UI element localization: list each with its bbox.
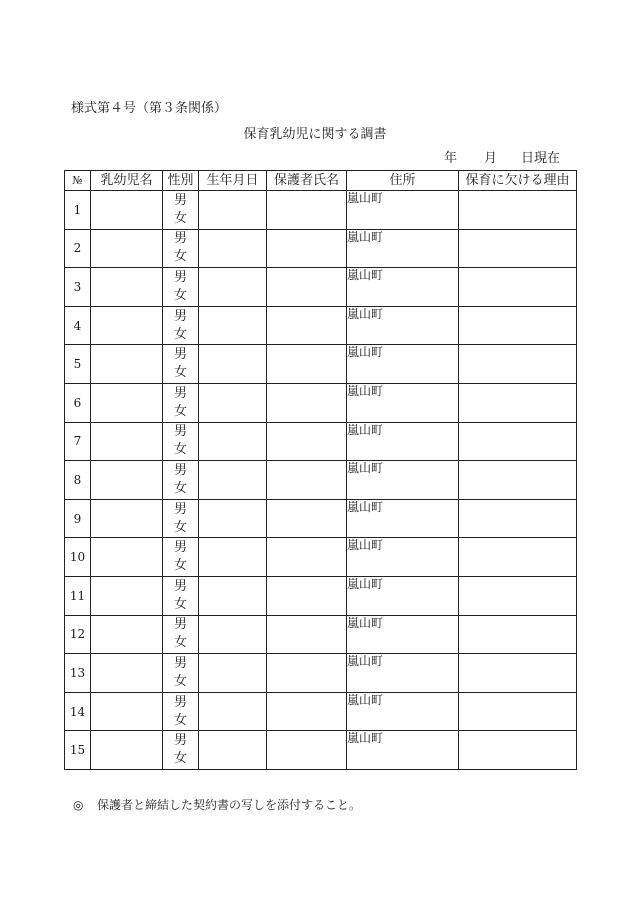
reason-field[interactable] — [459, 229, 577, 268]
child-name-field[interactable] — [91, 306, 163, 345]
birth-date-field[interactable] — [199, 306, 267, 345]
birth-date-field[interactable] — [199, 461, 267, 500]
gender-cell[interactable] — [163, 615, 199, 654]
gender-male-option[interactable]: 男 — [173, 347, 187, 363]
gender-cell[interactable] — [163, 306, 199, 345]
gender-female-option[interactable]: 女 — [173, 519, 187, 535]
header-gender: 性別 — [163, 171, 199, 191]
reason-field[interactable] — [459, 461, 577, 500]
guardian-name-field[interactable] — [267, 191, 347, 230]
form-number: 様式第４号（第３条関係） — [71, 101, 228, 116]
child-name-field[interactable] — [91, 229, 163, 268]
gender-cell[interactable] — [163, 461, 199, 500]
guardian-name-field[interactable] — [267, 229, 347, 268]
date-year-label: 年 — [444, 151, 458, 166]
address-field[interactable]: 嵐山町 — [347, 229, 459, 268]
child-name-field[interactable] — [91, 538, 163, 577]
table-row — [65, 345, 577, 384]
table-row — [65, 268, 577, 307]
child-name-field[interactable] — [91, 692, 163, 731]
address-field[interactable]: 嵐山町 — [347, 654, 459, 693]
reason-field[interactable] — [459, 383, 577, 422]
address-field[interactable]: 嵐山町 — [347, 268, 459, 307]
reason-field[interactable] — [459, 306, 577, 345]
table-row — [65, 422, 577, 461]
table-row — [65, 692, 577, 731]
table-row — [65, 461, 577, 500]
guardian-name-field[interactable] — [267, 345, 347, 384]
address-field[interactable]: 嵐山町 — [347, 306, 459, 345]
guardian-name-field[interactable] — [267, 615, 347, 654]
gender-female-option[interactable]: 女 — [173, 558, 187, 574]
child-name-field[interactable] — [91, 268, 163, 307]
birth-date-field[interactable] — [199, 654, 267, 693]
birth-date-field[interactable] — [199, 268, 267, 307]
double-circle-icon: ◎ — [73, 798, 84, 812]
gender-male-option[interactable]: 男 — [173, 501, 187, 517]
row-number: 13 — [65, 654, 91, 693]
row-number: 14 — [65, 692, 91, 731]
table-row — [65, 499, 577, 538]
table-row — [65, 306, 577, 345]
birth-date-field[interactable] — [199, 731, 267, 770]
guardian-name-field[interactable] — [267, 268, 347, 307]
reason-field[interactable] — [459, 345, 577, 384]
header-child-name: 乳幼児名 — [91, 171, 163, 191]
reason-field[interactable] — [459, 731, 577, 770]
row-number: 10 — [65, 538, 91, 577]
address-field[interactable]: 嵐山町 — [347, 692, 459, 731]
table-row — [65, 383, 577, 422]
gender-cell[interactable] — [163, 383, 199, 422]
reason-field[interactable] — [459, 654, 577, 693]
gender-male-option[interactable]: 男 — [173, 231, 187, 247]
gender-male-option[interactable]: 男 — [173, 540, 187, 556]
guardian-name-field[interactable] — [267, 306, 347, 345]
birth-date-field[interactable] — [199, 499, 267, 538]
birth-date-field[interactable] — [199, 692, 267, 731]
gender-male-option[interactable]: 男 — [173, 385, 187, 401]
date-day-label: 日現在 — [521, 151, 561, 166]
address-field[interactable]: 嵐山町 — [347, 499, 459, 538]
gender-cell[interactable] — [163, 499, 199, 538]
gender-male-option[interactable]: 男 — [173, 617, 187, 633]
child-name-field[interactable] — [91, 731, 163, 770]
address-field[interactable]: 嵐山町 — [347, 383, 459, 422]
birth-date-field[interactable] — [199, 383, 267, 422]
birth-date-field[interactable] — [199, 576, 267, 615]
address-field[interactable]: 嵐山町 — [347, 422, 459, 461]
child-name-field[interactable] — [91, 615, 163, 654]
gender-female-option[interactable]: 女 — [173, 210, 187, 226]
row-number: 5 — [65, 345, 91, 384]
gender-male-option[interactable]: 男 — [173, 655, 187, 671]
gender-female-option[interactable]: 女 — [173, 673, 187, 689]
birth-date-field[interactable] — [199, 191, 267, 230]
header-birth-date: 生年月日 — [199, 171, 267, 191]
gender-female-option[interactable]: 女 — [173, 287, 187, 303]
child-name-field[interactable] — [91, 654, 163, 693]
row-number: 6 — [65, 383, 91, 422]
table-row — [65, 576, 577, 615]
row-number: 11 — [65, 576, 91, 615]
gender-male-option[interactable]: 男 — [173, 694, 187, 710]
row-number: 9 — [65, 499, 91, 538]
gender-female-option[interactable]: 女 — [173, 442, 187, 458]
reason-field[interactable] — [459, 538, 577, 577]
gender-male-option[interactable]: 男 — [173, 733, 187, 749]
guardian-name-field[interactable] — [267, 654, 347, 693]
row-number: 2 — [65, 229, 91, 268]
header-no: № — [65, 171, 91, 191]
gender-cell[interactable] — [163, 731, 199, 770]
row-number: 15 — [65, 731, 91, 770]
row-number: 3 — [65, 268, 91, 307]
reason-field[interactable] — [459, 422, 577, 461]
table-row — [65, 229, 577, 268]
row-number: 7 — [65, 422, 91, 461]
child-name-field[interactable] — [91, 422, 163, 461]
gender-cell[interactable] — [163, 345, 199, 384]
birth-date-field[interactable] — [199, 229, 267, 268]
reason-field[interactable] — [459, 268, 577, 307]
reason-field[interactable] — [459, 191, 577, 230]
gender-male-option[interactable]: 男 — [173, 462, 187, 478]
gender-cell[interactable] — [163, 538, 199, 577]
date-month-label: 月 — [484, 151, 498, 166]
gender-male-option[interactable]: 男 — [173, 192, 187, 208]
gender-female-option[interactable]: 女 — [173, 712, 187, 728]
header-address: 住所 — [347, 171, 459, 191]
row-number: 12 — [65, 615, 91, 654]
table-row — [65, 731, 577, 770]
table-row — [65, 538, 577, 577]
guardian-name-field[interactable] — [267, 538, 347, 577]
table-row — [65, 191, 577, 230]
survey-table — [64, 170, 577, 770]
guardian-name-field[interactable] — [267, 383, 347, 422]
reason-field[interactable] — [459, 499, 577, 538]
gender-female-option[interactable]: 女 — [173, 249, 187, 265]
guardian-name-field[interactable] — [267, 692, 347, 731]
guardian-name-field[interactable] — [267, 499, 347, 538]
birth-date-field[interactable] — [199, 422, 267, 461]
gender-female-option[interactable]: 女 — [173, 326, 187, 342]
gender-male-option[interactable]: 男 — [173, 269, 187, 285]
gender-cell[interactable] — [163, 191, 199, 230]
table-header-row — [65, 171, 577, 191]
table-row — [65, 654, 577, 693]
gender-cell[interactable] — [163, 268, 199, 307]
gender-male-option[interactable]: 男 — [173, 308, 187, 324]
reason-field[interactable] — [459, 692, 577, 731]
address-field[interactable]: 嵐山町 — [347, 461, 459, 500]
guardian-name-field[interactable] — [267, 422, 347, 461]
address-field[interactable]: 嵐山町 — [347, 345, 459, 384]
child-name-field[interactable] — [91, 499, 163, 538]
gender-cell[interactable] — [163, 576, 199, 615]
header-reason: 保育に欠ける理由 — [459, 171, 577, 191]
birth-date-field[interactable] — [199, 615, 267, 654]
gender-female-option[interactable]: 女 — [173, 403, 187, 419]
child-name-field[interactable] — [91, 576, 163, 615]
address-field[interactable]: 嵐山町 — [347, 731, 459, 770]
gender-female-option[interactable]: 女 — [173, 635, 187, 651]
guardian-name-field[interactable] — [267, 576, 347, 615]
gender-female-option[interactable]: 女 — [173, 751, 187, 767]
header-guardian-name: 保護者氏名 — [267, 171, 347, 191]
gender-cell[interactable] — [163, 692, 199, 731]
gender-female-option[interactable]: 女 — [173, 480, 187, 496]
reason-field[interactable] — [459, 576, 577, 615]
address-field[interactable]: 嵐山町 — [347, 538, 459, 577]
child-name-field[interactable] — [91, 461, 163, 500]
gender-cell[interactable] — [163, 229, 199, 268]
child-name-field[interactable] — [91, 191, 163, 230]
gender-male-option[interactable]: 男 — [173, 578, 187, 594]
address-field[interactable]: 嵐山町 — [347, 615, 459, 654]
attachment-note — [73, 797, 361, 813]
row-number: 1 — [65, 191, 91, 230]
gender-female-option[interactable]: 女 — [173, 596, 187, 612]
note-text: 保護者と締結した契約書の写しを添付すること。 — [97, 798, 362, 812]
address-field[interactable]: 嵐山町 — [347, 191, 459, 230]
guardian-name-field[interactable] — [267, 461, 347, 500]
row-number: 8 — [65, 461, 91, 500]
birth-date-field[interactable] — [199, 538, 267, 577]
row-number: 4 — [65, 306, 91, 345]
gender-male-option[interactable]: 男 — [173, 424, 187, 440]
gender-cell[interactable] — [163, 422, 199, 461]
birth-date-field[interactable] — [199, 345, 267, 384]
child-name-field[interactable] — [91, 383, 163, 422]
address-field[interactable]: 嵐山町 — [347, 576, 459, 615]
page-title: 保育乳幼児に関する調書 — [243, 127, 387, 142]
date-line — [444, 151, 574, 167]
child-name-field[interactable] — [91, 345, 163, 384]
reason-field[interactable] — [459, 615, 577, 654]
gender-female-option[interactable]: 女 — [173, 365, 187, 381]
table-row — [65, 615, 577, 654]
guardian-name-field[interactable] — [267, 731, 347, 770]
gender-cell[interactable] — [163, 654, 199, 693]
